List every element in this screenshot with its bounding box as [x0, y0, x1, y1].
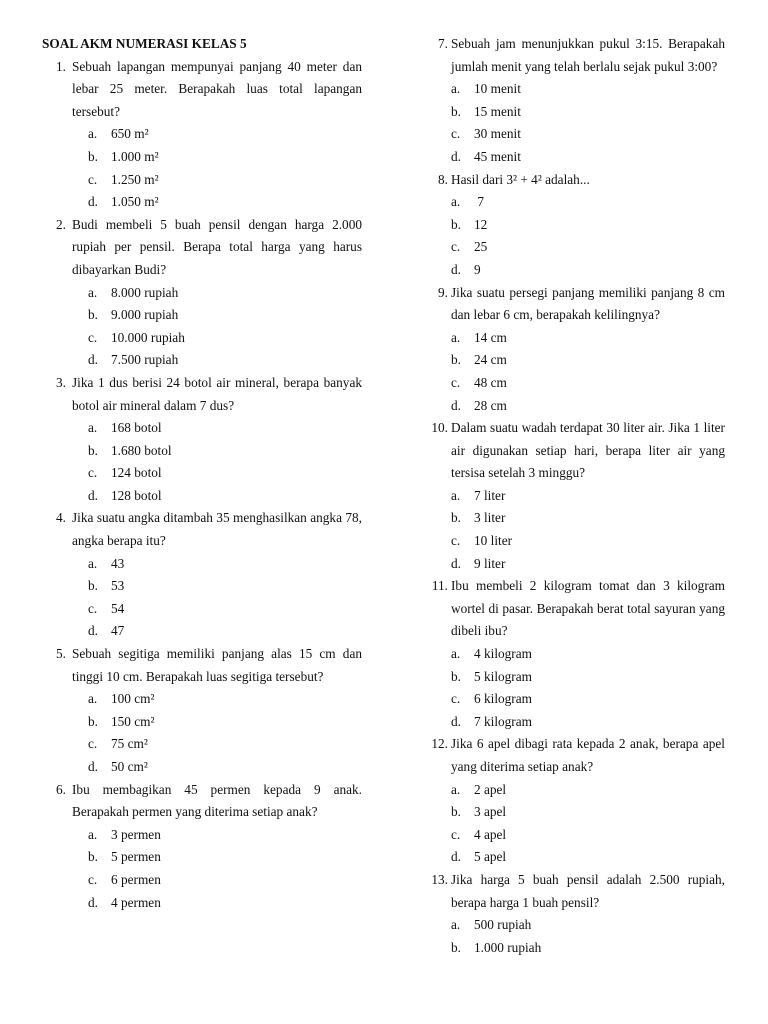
option-letter: c.: [451, 374, 461, 390]
question-number: 9.: [438, 284, 448, 300]
option-text: 100 cm²: [111, 691, 155, 707]
option-letter: d.: [451, 397, 461, 413]
question-number: 4.: [56, 510, 66, 526]
option-text: 45 menit: [474, 148, 521, 164]
option-letter: c.: [88, 871, 98, 887]
option-text: 4 permen: [111, 894, 161, 910]
question-3-option-b[interactable]: [42, 440, 362, 463]
option-text: 9 liter: [474, 555, 506, 571]
question-text: Dalam suatu wadah terdapat 30 liter air. Jika 1 liter air digunakan setiap hari, berapa liter air yang tersisa setelah 3 minggu?: [451, 420, 725, 481]
answer-options: [426, 485, 725, 575]
question-6-option-b[interactable]: [42, 846, 362, 869]
option-letter: b.: [88, 578, 98, 594]
question-11-option-d[interactable]: [426, 711, 725, 734]
question-2: [42, 214, 362, 372]
question-7-option-b[interactable]: [426, 101, 725, 124]
option-text: 54: [111, 600, 125, 616]
answer-options: [426, 191, 725, 281]
question-text: Jika 1 dus berisi 24 botol air mineral, berapa banyak botol air mineral dalam 7 dus?: [72, 374, 362, 413]
question-2-option-a[interactable]: [42, 282, 362, 305]
question-6-option-a[interactable]: [42, 824, 362, 847]
option-letter: a.: [451, 781, 461, 797]
option-letter: b.: [88, 148, 98, 164]
option-letter: d.: [88, 759, 98, 774]
question-8-option-d[interactable]: [426, 259, 725, 282]
question-1-option-a[interactable]: [42, 123, 362, 146]
option-letter: d.: [451, 261, 461, 277]
option-text: 2 apel: [474, 781, 507, 797]
option-text: 6 permen: [111, 871, 161, 887]
option-text: 1.250 m²: [111, 171, 159, 187]
option-letter: b.: [88, 442, 98, 458]
option-text: 24 cm: [474, 352, 507, 368]
question-3: [42, 372, 362, 508]
question-5-option-a[interactable]: [42, 688, 362, 711]
option-text: 5 apel: [474, 849, 507, 865]
question-text: Hasil dari 3² + 4² adalah...: [451, 171, 590, 187]
question-stem: [42, 643, 362, 688]
option-text: 8.000 rupiah: [111, 284, 179, 300]
option-letter: c.: [88, 329, 98, 345]
option-text: 6 kilogram: [474, 691, 532, 707]
question-number: 6.: [56, 781, 66, 797]
option-letter: b.: [451, 352, 461, 368]
option-letter: d.: [88, 487, 98, 503]
question-10-option-d[interactable]: [426, 553, 725, 576]
question-11-option-a[interactable]: [426, 643, 725, 666]
question-4-option-b[interactable]: [42, 575, 362, 598]
option-text: 10 menit: [474, 81, 521, 97]
question-stem: [426, 417, 725, 485]
question-number: 7.: [438, 36, 448, 51]
option-text: 7 liter: [474, 487, 506, 503]
question-12-option-c[interactable]: [426, 824, 725, 847]
question-number: 13.: [431, 871, 448, 887]
question-text: Jika suatu angka ditambah 35 menghasilkan angka 78, angka berapa itu?: [72, 510, 362, 549]
question-text: Sebuah jam menunjukkan pukul 3:15. Berapakah jumlah menit yang telah berlalu sejak pukul 3:00?: [451, 36, 725, 74]
question-6-option-c[interactable]: [42, 869, 362, 892]
option-letter: c.: [451, 533, 461, 549]
option-letter: c.: [451, 126, 461, 142]
option-text: 9: [474, 261, 481, 277]
option-text: 12: [474, 216, 488, 232]
question-9-option-a[interactable]: [426, 327, 725, 350]
question-4-option-d[interactable]: [42, 620, 362, 643]
question-4-option-c[interactable]: [42, 598, 362, 621]
option-text: 4 apel: [474, 826, 507, 842]
question-4: [42, 507, 362, 643]
answer-options: [42, 417, 362, 507]
question-number: 2.: [56, 216, 66, 232]
question-11-option-b[interactable]: [426, 666, 725, 689]
option-letter: a.: [88, 555, 98, 571]
question-12-option-a[interactable]: [426, 779, 725, 802]
question-5: [42, 643, 362, 779]
question-1: [42, 56, 362, 214]
question-stem: [426, 733, 725, 778]
question-5-option-b[interactable]: [42, 711, 362, 734]
option-text: 650 m²: [111, 126, 149, 142]
option-letter: b.: [88, 849, 98, 865]
question-8: [426, 169, 725, 282]
option-letter: c.: [451, 239, 461, 255]
question-text: Ibu membeli 2 kilogram tomat dan 3 kilogram wortel di pasar. Berapakah berat total sayuran yang dibeli ibu?: [451, 578, 725, 639]
answer-options: [42, 688, 362, 778]
option-text: 48 cm: [474, 374, 507, 390]
question-11-option-c[interactable]: [426, 688, 725, 711]
option-text: 4 kilogram: [474, 646, 532, 662]
option-letter: a.: [451, 329, 461, 345]
question-6-option-d[interactable]: [42, 892, 362, 915]
option-letter: a.: [451, 917, 461, 933]
question-number: 10.: [431, 420, 448, 436]
question-1-option-b[interactable]: [42, 146, 362, 169]
option-letter: a.: [88, 126, 98, 142]
option-text: 1.000 rupiah: [474, 939, 542, 955]
question-text: Budi membeli 5 buah pensil dengan harga 2.000 rupiah per pensil. Berapa total harga yang harus dibayarkan Budi?: [72, 216, 362, 277]
question-3-option-d[interactable]: [42, 485, 362, 508]
question-7-option-d[interactable]: [426, 146, 725, 169]
option-letter: b.: [451, 668, 461, 684]
question-2-option-b[interactable]: [42, 304, 362, 327]
option-letter: c.: [88, 736, 98, 752]
option-text: 9.000 rupiah: [111, 307, 179, 323]
option-letter: d.: [88, 894, 98, 910]
option-text: 128 botol: [111, 487, 162, 503]
option-text: 3 liter: [474, 510, 506, 526]
page-title: SOAL AKM NUMERASI KELAS 5: [42, 36, 247, 51]
question-number: 8.: [438, 171, 448, 187]
question-12-option-b[interactable]: [426, 801, 725, 824]
question-5-option-d[interactable]: [42, 756, 362, 779]
question-10-option-b[interactable]: [426, 507, 725, 530]
question-stem: [426, 869, 725, 914]
option-letter: d.: [451, 713, 461, 729]
option-letter: a.: [88, 420, 98, 436]
question-stem: [426, 33, 725, 78]
option-text: 168 botol: [111, 420, 162, 436]
option-text: 50 cm²: [111, 759, 148, 774]
question-2-option-c[interactable]: [42, 327, 362, 350]
option-letter: b.: [88, 713, 98, 729]
option-text: 1.000 m²: [111, 148, 159, 164]
question-number: 11.: [431, 578, 448, 594]
answer-options: [42, 553, 362, 643]
question-10-option-c[interactable]: [426, 530, 725, 553]
question-9-option-d[interactable]: [426, 395, 725, 418]
option-letter: d.: [451, 849, 461, 865]
question-3-option-c[interactable]: [42, 462, 362, 485]
answer-options: [426, 78, 725, 168]
question-stem: [42, 507, 362, 552]
answer-options: [426, 914, 725, 959]
question-10: [426, 417, 725, 575]
option-text: 75 cm²: [111, 736, 148, 752]
option-letter: a.: [451, 646, 461, 662]
option-letter: a.: [88, 826, 98, 842]
question-text: Jika 6 apel dibagi rata kepada 2 anak, berapa apel yang diterima setiap anak?: [451, 736, 725, 774]
option-text: 1.050 m²: [111, 194, 159, 210]
answer-options: [426, 779, 725, 869]
right-column: [426, 33, 725, 959]
question-7: [426, 33, 725, 169]
question-13-option-b[interactable]: [426, 937, 725, 960]
question-8-option-b[interactable]: [426, 214, 725, 237]
answer-options: [42, 123, 362, 213]
option-letter: d.: [451, 148, 461, 164]
question-text: Ibu membagikan 45 permen kepada 9 anak. Berapakah permen yang diterima setiap anak?: [72, 781, 362, 820]
question-text: Sebuah segitiga memiliki panjang alas 15 cm dan tinggi 10 cm. Berapakah luas segitiga tersebut?: [72, 646, 362, 684]
option-letter: d.: [88, 194, 98, 210]
option-letter: b.: [451, 510, 461, 526]
option-text: 3 apel: [474, 804, 507, 820]
option-text: 150 cm²: [111, 713, 155, 729]
question-6: [42, 779, 362, 915]
option-text: 10 liter: [474, 533, 513, 549]
question-text: Jika suatu persegi panjang memiliki panjang 8 cm dan lebar 6 cm, berapakah kelilingnya?: [451, 284, 725, 323]
question-8-option-a[interactable]: [426, 191, 725, 214]
question-13: [426, 869, 725, 959]
option-text: 14 cm: [474, 329, 507, 345]
question-4-option-a[interactable]: [42, 553, 362, 576]
option-letter: a.: [88, 691, 98, 707]
question-9: [426, 282, 725, 418]
question-2-option-d[interactable]: [42, 349, 362, 372]
option-text: 30 menit: [474, 126, 521, 142]
answer-options: [42, 824, 362, 914]
option-letter: b.: [451, 216, 461, 232]
option-letter: b.: [88, 307, 98, 323]
question-5-option-c[interactable]: [42, 733, 362, 756]
question-stem: [42, 214, 362, 282]
option-letter: d.: [451, 555, 461, 571]
option-letter: c.: [451, 691, 461, 707]
question-3-option-a[interactable]: [42, 417, 362, 440]
answer-options: [426, 643, 725, 733]
option-text: 3 permen: [111, 826, 161, 842]
question-11: [426, 575, 725, 733]
option-text: 7.500 rupiah: [111, 352, 179, 368]
question-text: Jika harga 5 buah pensil adalah 2.500 rupiah, berapa harga 1 buah pensil?: [451, 871, 725, 910]
option-letter: c.: [451, 826, 461, 842]
option-text: 10.000 rupiah: [111, 329, 185, 345]
question-8-option-c[interactable]: [426, 236, 725, 259]
question-13-option-a[interactable]: [426, 914, 725, 937]
option-letter: c.: [88, 171, 98, 187]
option-text: 5 kilogram: [474, 668, 532, 684]
question-stem: [426, 282, 725, 327]
option-text: 7 kilogram: [474, 713, 532, 729]
option-text: 5 permen: [111, 849, 161, 865]
option-letter: a.: [451, 194, 461, 210]
option-text: 500 rupiah: [474, 917, 532, 933]
option-text: 7: [474, 194, 484, 210]
option-text: 15 menit: [474, 103, 521, 119]
question-number: 3.: [56, 374, 66, 390]
option-letter: b.: [451, 939, 461, 955]
question-12-option-d[interactable]: [426, 846, 725, 869]
question-stem: [42, 779, 362, 824]
question-number: 5.: [56, 646, 66, 662]
left-column: [42, 33, 362, 914]
answer-options: [42, 282, 362, 372]
question-9-option-c[interactable]: [426, 372, 725, 395]
option-letter: a.: [88, 284, 98, 300]
question-7-option-a[interactable]: [426, 78, 725, 101]
option-text: 28 cm: [474, 397, 507, 413]
option-letter: a.: [451, 81, 461, 97]
question-stem: [426, 169, 725, 192]
option-letter: c.: [88, 600, 98, 616]
question-7-option-c[interactable]: [426, 123, 725, 146]
question-stem: [426, 575, 725, 643]
answer-options: [426, 327, 725, 417]
option-text: 47: [111, 623, 125, 639]
option-text: 53: [111, 578, 125, 594]
option-letter: c.: [88, 465, 98, 481]
option-letter: a.: [451, 487, 461, 503]
option-letter: d.: [88, 352, 98, 368]
question-1-option-c[interactable]: [42, 169, 362, 192]
option-letter: b.: [451, 804, 461, 820]
option-text: 1.680 botol: [111, 442, 172, 458]
option-letter: d.: [88, 623, 98, 639]
question-number: 1.: [56, 58, 66, 74]
question-stem: [42, 56, 362, 124]
question-text: Sebuah lapangan mempunyai panjang 40 meter dan lebar 25 meter. Berapakah luas total lapangan tersebut?: [72, 58, 362, 119]
option-text: 43: [111, 555, 125, 571]
option-text: 25: [474, 239, 488, 255]
question-9-option-b[interactable]: [426, 349, 725, 372]
question-number: 12.: [431, 736, 448, 752]
option-letter: b.: [451, 103, 461, 119]
option-text: 124 botol: [111, 465, 162, 481]
question-stem: [42, 372, 362, 417]
question-10-option-a[interactable]: [426, 485, 725, 508]
question-12: [426, 733, 725, 869]
question-1-option-d[interactable]: [42, 191, 362, 214]
